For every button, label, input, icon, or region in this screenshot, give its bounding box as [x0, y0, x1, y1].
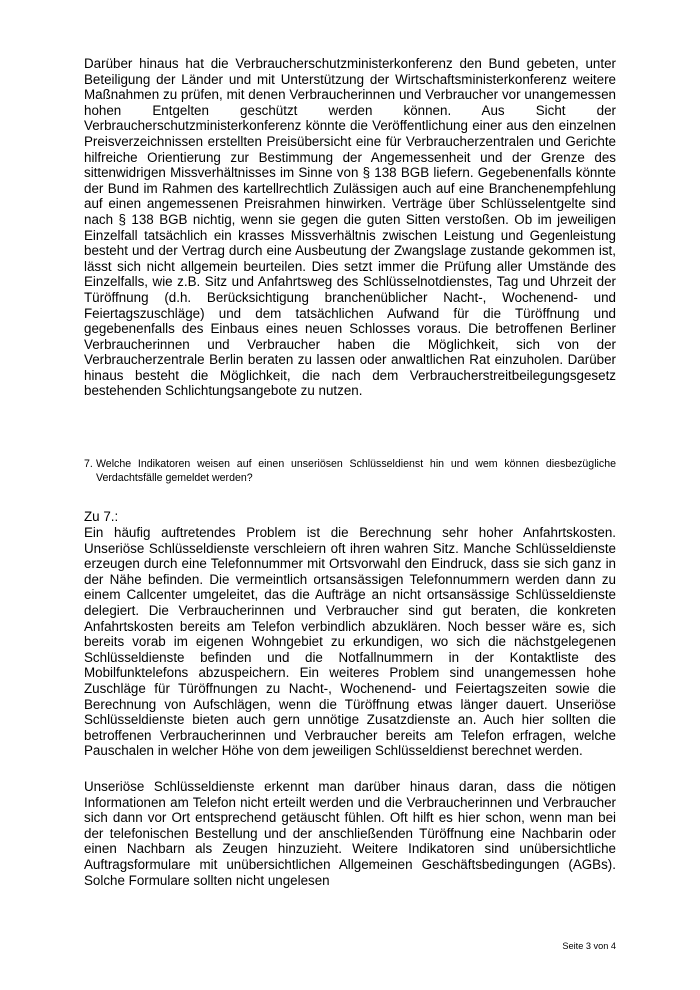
page-number-footer: Seite 3 von 4: [562, 941, 616, 951]
answer-heading: Zu 7.:: [84, 509, 119, 524]
question-text: Welche Indikatoren weisen auf einen unseriösen Schlüsseldienst hin und wem können diesbezügliche Verdachtsfälle gemeldet werden?: [96, 458, 616, 484]
question-7: [84, 458, 616, 485]
body-paragraph-answer-part-1: Ein häufig auftretendes Problem ist die Berechnung sehr hoher Anfahrtskosten. Unseriöse Schlüsseldienste verschleiern oft ihren wahren Sitz. Manche Schlüsseldienste erzeugen durch eine Telefonnummer mit Ortsvorwahl den Eindruck, dass sie sich ganz in der Nähe befinden. Die vermeintlich ortsansässigen Telefonnummern werden dann zu einem Callcenter umgeleitet, das die Aufträge an nicht ortsansässige Schlüsseldienste delegiert. Die Verbraucherinnen und Verbraucher sind gut beraten, die konkreten Anfahrtskosten bereits am Telefon verbindlich abzuklären. Noch besser wäre es, sich bereits vorab im eigenen Wohngebiet zu erkundigen, wo sich die nächstgelegenen Schlüsseldienste befinden und die Notfallnummern in der Kontaktliste des Mobilfunktelefons abzuspeichern. Ein weiteres Problem sind unangemessen hohe Zuschläge für Türöffnungen zu Nacht-, Wochenend- und Feiertagszeiten sowie die Berechnung von Aufschlägen, wenn die Türöffnung etwas länger dauert. Unseriöse Schlüsseldienste bieten auch gern unnötige Zusatzdienste an. Auch hier sollten die betroffenen Verbraucherinnen und Verbraucher bereits am Telefon erfragen, welche Pauschalen in welcher Höhe von dem jeweiligen Schlüsseldienst berechnet werden.: [84, 525, 616, 759]
question-number: 7.: [84, 458, 93, 470]
body-paragraph-consumer-protection: Darüber hinaus hat die Verbraucherschutzministerkonferenz den Bund gebeten, unter Beteiligung der Länder und mit Unterstützung der Wirtschaftsministerkonferenz weitere Maßnahmen zu prüfen, mit denen Verbraucherinnen und Verbraucher vor unangemessen hohen Entgelten geschützt werden können. Aus Sicht der Verbraucherschutzministerkonferenz könnte die Veröffentlichung einer aus den einzelnen Preisverzeichnissen erstellten Preisübersicht eine für Verbraucherzentralen und Gerichte hilfreiche Orientierung zur Bestimmung der Angemessenheit und der Grenze des sittenwidrigen Missverhältnisses im Sinne von § 138 BGB liefern. Gegebenenfalls könnte der Bund im Rahmen des kartellrechtlich Zulässigen auch auf eine Branchenempfehlung auf einen angemessenen Preisrahmen hinwirken. Verträge über Schlüsselentgelte sind nach § 138 BGB nichtig, wenn sie gegen die guten Sitten verstoßen. Ob im jeweiligen Einzelfall tatsächlich ein krasses Missverhältnis zwischen Leistung und Gegenleistung besteht und der Vertrag durch eine Ausbeutung der Zwangslage zustande gekommen ist, lässt sich nicht allgemein beurteilen. Dies setzt immer die Prüfung aller Umstände des Einzelfalls, wie z.B. Sitz und Anfahrtsweg des Schlüsselnotdienstes, Tag und Uhrzeit der Türöffnung (d.h. Berücksichtigung branchenüblicher Nacht-, Wochenend- und Feiertagszuschläge) und dem tatsächlichen Aufwand für die Türöffnung und gegebenenfalls des Einbaus eines neuen Schlosses voraus. Die betroffenen Berliner Verbraucherinnen und Verbraucher haben die Möglichkeit, sich von der Verbraucherzentrale Berlin beraten zu lassen oder anwaltlichen Rat einzuholen. Darüber hinaus besteht die Möglichkeit, die nach dem Verbraucherstreitbeilegungsgesetz bestehenden Schlichtungsangebote zu nutzen.: [84, 56, 616, 399]
body-paragraph-answer-part-2: Unseriöse Schlüsseldienste erkennt man darüber hinaus daran, dass die nötigen Informationen am Telefon nicht erteilt werden und die Verbraucherinnen und Verbraucher sich dann vor Ort entsprechend getäuscht fühlen. Oft hilft es hier schon, wenn man bei der telefonischen Bestellung und der anschließenden Türöffnung eine Nachbarin oder einen Nachbarn als Zeugen hinzuzieht. Weitere Indikatoren sind unübersichtliche Auftragsformulare mit unübersichtlichen Allgemeinen Geschäftsbedingungen (AGBs). Solche Formulare sollten nicht ungelesen: [84, 779, 616, 888]
